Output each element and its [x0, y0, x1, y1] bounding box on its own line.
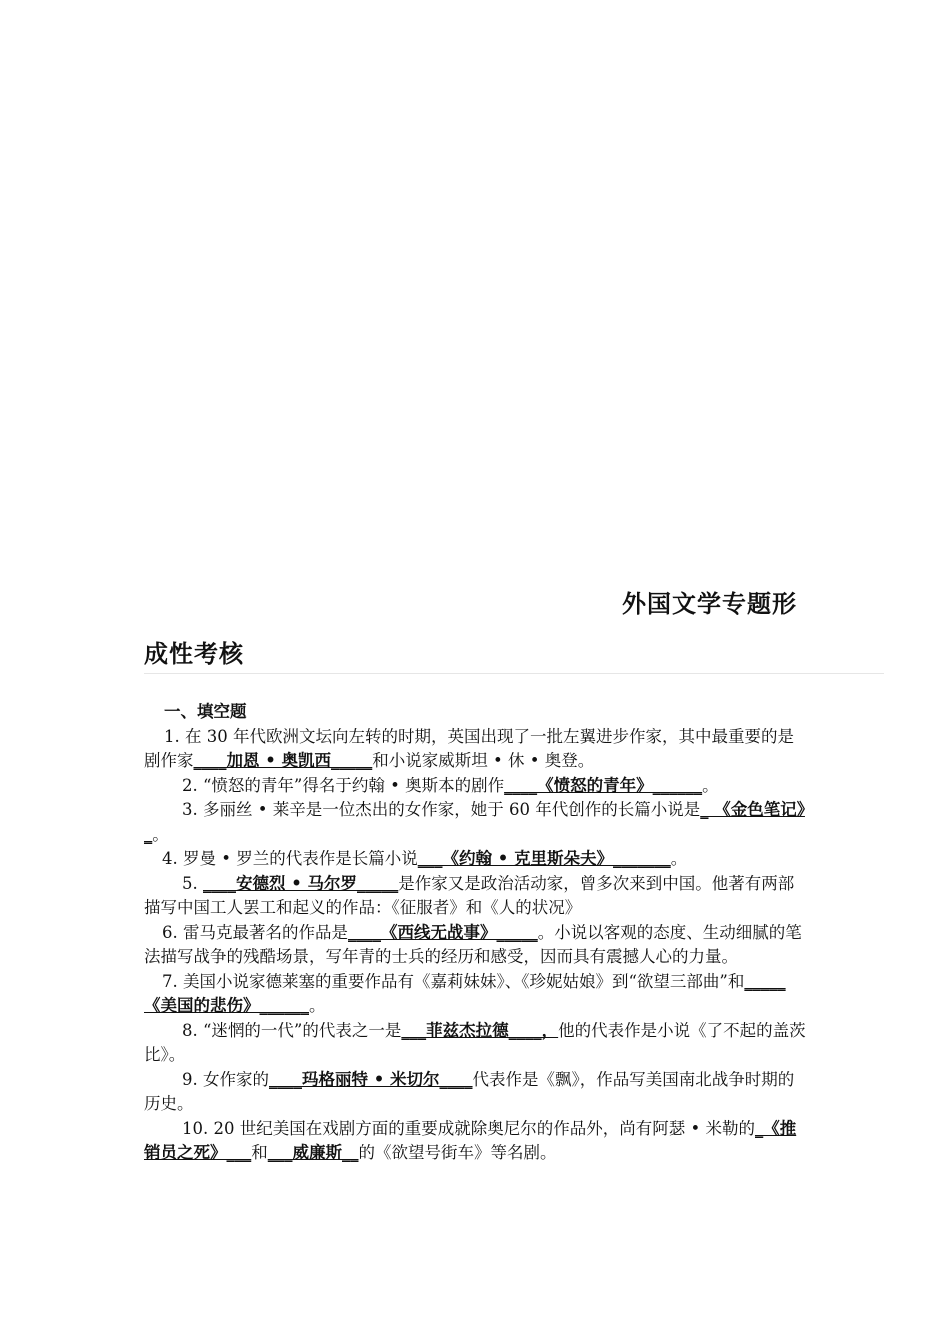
question-text: 和 — [251, 1143, 268, 1162]
page-title-line-2: 成性考核 — [144, 640, 244, 668]
answer: ___威廉斯__ — [267, 1143, 359, 1162]
question-text: 10. 20 世纪美国在戏剧方面的重要成就除奥尼尔的作品外，尚有阿瑟 • 米勒的 — [182, 1118, 755, 1138]
answer: _《推销员之死》___ — [144, 1118, 797, 1162]
answer: ____安德烈 • 马尔罗_____ — [203, 873, 399, 893]
document-body — [144, 700, 809, 1166]
question-text: 1. 在 30 年代欧洲文坛向左转的时期，英国出现了一批左翼进步作家，其中最重要的是剧作家 — [144, 726, 794, 770]
answer: ____玛格丽特 • 米切尔____ — [269, 1069, 473, 1089]
question-7 — [144, 970, 809, 1019]
question-text: 。 — [702, 775, 719, 795]
question-3 — [144, 798, 809, 847]
question-text: 3. 多丽丝 • 莱辛是一位杰出的女作家，她于 60 年代创作的长篇小说是 — [182, 800, 701, 819]
question-text: 2. “愤怒的青年”得名于约翰 • 奥斯本的剧作 — [182, 775, 505, 795]
question-1 — [144, 725, 809, 774]
question-8 — [144, 1019, 809, 1068]
question-text: 的《欲望号街车》等名剧。 — [358, 1143, 557, 1162]
answer: ____《愤怒的青年》______ — [504, 775, 703, 795]
question-text: 5. — [182, 873, 203, 893]
answer: ____加恩 • 奥凯西_____ — [193, 751, 373, 770]
divider — [144, 673, 884, 674]
answer: _____《美国的悲伤》______ — [144, 971, 786, 1015]
answer: _ 《金色笔记》_ — [144, 800, 805, 844]
question-4 — [144, 847, 809, 872]
question-text: 9. 女作家的 — [182, 1069, 269, 1089]
question-2 — [144, 774, 809, 799]
question-9 — [144, 1068, 809, 1117]
section-heading: 一、填空题 — [164, 702, 247, 721]
question-text: 。小说以客观的态度、生动细腻的笔法描写战争的残酷场景，写年青的士兵的经历和感受，因而具有震撼人心的力量。 — [144, 922, 802, 966]
answer: ____《西线无战事》_____ — [348, 922, 538, 942]
answer: ___菲兹杰拉德____， — [401, 1020, 559, 1040]
question-text: 。 — [309, 996, 326, 1015]
question-text: 8. “迷惘的一代”的代表之一是 — [182, 1020, 402, 1040]
question-text: 和小说家威斯坦 • 休 • 奥登。 — [372, 751, 595, 770]
question-text: 。 — [152, 824, 169, 844]
question-5 — [144, 872, 809, 921]
answer: ___《约翰 • 克里斯朵夫》_______ — [417, 849, 671, 868]
page-title-line-1: 外国文学专题形 — [622, 590, 797, 618]
question-text: 代表作是《飘》，作品写美国南北战争时期的历史。 — [144, 1069, 795, 1113]
question-10 — [144, 1117, 809, 1166]
question-text: 7. 美国小说家德莱塞的重要作品有《嘉莉妹妹》、《珍妮姑娘》到“欲望三部曲”和 — [162, 971, 745, 991]
question-text: 。 — [670, 849, 688, 868]
question-text: 6. 雷马克最著名的作品是 — [162, 922, 348, 942]
question-6 — [144, 921, 809, 970]
question-text: 是作家又是政治活动家，曾多次来到中国。他著有两部描写中国工人罢工和起义的作品：《征服者》和《人的状况》 — [144, 873, 795, 917]
question-text: 4. 罗曼 • 罗兰的代表作是长篇小说 — [162, 849, 418, 868]
question-text: 他的代表作是小说《了不起的盖茨比》。 — [144, 1020, 806, 1064]
